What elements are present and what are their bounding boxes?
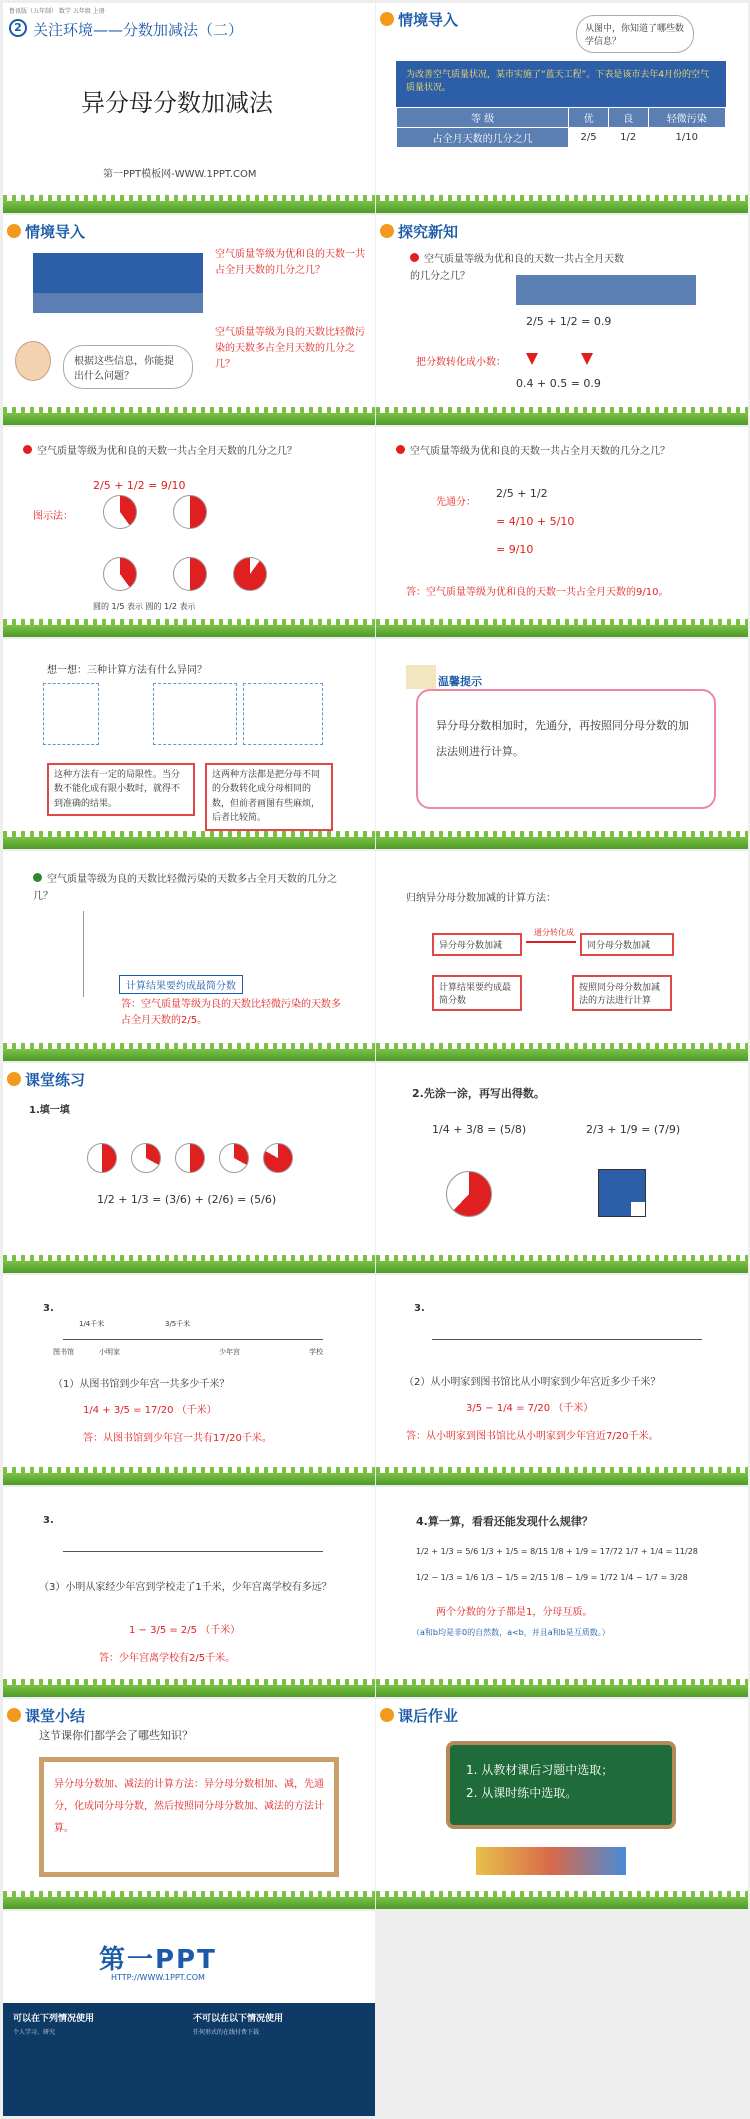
section-header: 课堂小结 — [7, 1705, 85, 1726]
equation: 2/5 + 1/2 = 9/10 — [93, 479, 186, 492]
homework-item-2: 2. 从课时练中选取。 — [466, 1785, 578, 1800]
slide-6[interactable] — [376, 427, 748, 637]
pie-four-tenths — [103, 557, 137, 591]
grass-decoration — [376, 837, 748, 849]
student-bubble: 根据这些信息，你能提出什么问题？ — [63, 345, 193, 389]
pie-one-half — [87, 1143, 117, 1173]
down-arrow-icon — [581, 353, 593, 365]
exercise-number: 3. — [414, 1303, 425, 1314]
pie-five-tenths — [173, 557, 207, 591]
summary-question: 这节课你们都学会了哪些知识？ — [39, 1729, 193, 1742]
desk-items-decoration — [476, 1847, 626, 1875]
place-library: 图书馆 — [53, 1348, 74, 1356]
flower-icon — [380, 12, 394, 26]
bullet-icon — [410, 253, 419, 262]
pen-icon — [406, 665, 436, 689]
slide-17[interactable] — [3, 1699, 375, 1909]
slide-16[interactable] — [376, 1487, 748, 1697]
slide-18[interactable] — [376, 1699, 748, 1909]
slide-9[interactable] — [3, 851, 375, 1061]
answer: 答：少年宫离学校有2/5千米。 — [99, 1653, 236, 1664]
allowed-use-title: 可以在下列情况使用 — [13, 2014, 95, 2024]
method-label: 先通分： — [436, 497, 476, 508]
method-label: 把分数转化成小数： — [416, 357, 506, 368]
grid-seven-ninths — [598, 1169, 646, 1217]
bullet-icon — [33, 873, 42, 882]
series-label: 鲁讯版（五年制） 数学 五年级 上册 — [9, 8, 105, 15]
slide-7[interactable] — [3, 639, 375, 849]
question-2: 空气质量等级为良的天数比轻微污染的天数多占全月天数的几分之几？ — [215, 327, 365, 370]
grass-decoration — [3, 625, 375, 637]
section-header: 探究新知 — [380, 221, 458, 242]
website-label: 第一PPT模板网-WWW.1PPT.COM — [103, 169, 257, 180]
question: 空气质量等级为优和良的天数一共占全月天数的几分之几？ — [23, 443, 353, 460]
chalkboard — [446, 1741, 676, 1829]
answer: 答：空气质量等级为良的天数比轻微污染的天数多占全月天数的2/5。 — [121, 999, 341, 1026]
tip-box: 异分母分数相加时，先通分，再按照同分母分数的加法法则进行计算。 — [416, 689, 716, 809]
slide-8[interactable] — [376, 639, 748, 849]
prohibited-use-text: 任何形式的在线付费下载 — [193, 2029, 260, 2036]
prohibited-use-title: 不可以在以下情况使用 — [193, 2014, 284, 2024]
grass-decoration — [3, 201, 375, 213]
grass-decoration — [376, 201, 748, 213]
speech-bubble: 从图中，你知道了哪些数学信息？ — [576, 15, 694, 53]
pie-one-half — [173, 495, 207, 529]
exercise-number: 3. — [43, 1303, 54, 1314]
unit-number: 2 — [9, 19, 27, 37]
same-denominator-box: 同分母分数加减 — [580, 933, 674, 956]
comment-box-2: 这两种方法都是把分母不同的分数转化成分母相同的数，但前者画图有些麻烦，后者比较简。 — [205, 763, 333, 831]
subtraction-column — [83, 911, 113, 997]
air-quality-table: 等 级 优 良 轻微污染 占全月天数的几分之几 2/5 1/2 1/10 — [396, 107, 726, 148]
slide-10[interactable] — [376, 851, 748, 1061]
pie-five-sixths — [263, 1143, 293, 1173]
question: （1）从图书馆到少年宫一共多少千米？ — [53, 1379, 230, 1390]
summary-title: 归纳异分母分数加减的计算方法： — [406, 893, 556, 904]
question: （2）从小明家到图书馆比从小明家到少年宫近多少千米？ — [404, 1377, 661, 1388]
grass-decoration — [3, 1897, 375, 1909]
equation: 1/4 + 3/5 = 17/20 （千米） — [83, 1405, 217, 1416]
pie-one-third — [131, 1143, 161, 1173]
slide-1[interactable] — [3, 3, 375, 213]
question: （3）小明从家经少年宫到学校走了1千米，少年宫离学校有多远？ — [39, 1582, 332, 1593]
equation-1: 1/4 + 3/8 = (5/8) — [432, 1123, 527, 1136]
homework-item-1: 1. 从教材课后习题中选取； — [466, 1763, 614, 1777]
table-thumb — [516, 275, 696, 305]
route-line — [432, 1339, 702, 1340]
grass-decoration — [376, 1473, 748, 1485]
flower-icon — [380, 224, 394, 238]
method-picture-panel — [153, 683, 237, 745]
slide-11[interactable] — [3, 1063, 375, 1273]
section-header: 情境导入 — [380, 9, 458, 30]
flower-icon — [7, 1708, 21, 1722]
pie-two-fifths — [103, 495, 137, 529]
exercise-title: 2.先涂一涂，再写出得数。 — [412, 1087, 545, 1100]
step-1: 2/5 + 1/2 — [496, 487, 548, 500]
flower-icon — [380, 1708, 394, 1722]
bullet-icon — [396, 445, 405, 454]
question-1: 空气质量等级为优和良的天数一共占全月天数的几分之几？ — [215, 249, 365, 276]
grass-decoration — [3, 1049, 375, 1061]
flower-icon — [7, 1072, 21, 1086]
pie-three-sixths — [175, 1143, 205, 1173]
answer: 答：从小明家到图书馆比从小明家到少年宫近7/20千米。 — [406, 1431, 659, 1442]
slide-12[interactable] — [376, 1063, 748, 1273]
grass-decoration — [376, 413, 748, 425]
pie-five-eighths — [446, 1171, 492, 1217]
method-label: 图示法： — [33, 511, 73, 522]
pie-caption: 圆的 1/5 表示 圆的 1/2 表示 — [93, 602, 196, 611]
step-2: = 4/10 + 5/10 — [496, 515, 575, 528]
answer: 答：空气质量等级为优和良的天数一共占全月天数的9/10。 — [406, 587, 669, 598]
exercise-number: 3. — [43, 1515, 54, 1526]
section-header: 课后作业 — [380, 1705, 458, 1726]
question: 空气质量等级为良的天数比轻微污染的天数多占全月天数的几分之几？ — [33, 874, 337, 902]
step-3: = 9/10 — [496, 543, 534, 556]
comment-box-1: 这种方法有一定的局限性。当分数不能化成有限小数时，就得不到准确的结果。 — [47, 763, 195, 816]
equation: 1/2 + 1/3 = (3/6) + (2/6) = (5/6) — [97, 1193, 277, 1206]
simplify-box: 计算结果要约成最简分数 — [432, 975, 522, 1011]
intro-banner: 为改善空气质量状况，某市实施了“蓝天工程”。下表是该市去年4月份的空气质量状况。 — [396, 61, 726, 107]
decimal-equation: 0.4 + 0.5 = 0.9 — [516, 377, 601, 390]
place-home: 小明家 — [99, 1348, 120, 1356]
flower-icon — [7, 224, 21, 238]
brand-url[interactable]: HTTP://WWW.1PPT.COM — [111, 1973, 205, 1982]
difference-row: 1/2 − 1/3 = 1/6 1/3 − 1/5 = 2/15 1/8 − 1/9 = 1/72 1/4 − 1/7 = 3/28 — [416, 1573, 688, 1582]
slide-14[interactable] — [376, 1275, 748, 1485]
student-avatar — [15, 341, 51, 381]
brand-logo: 第一PPT — [99, 1945, 217, 1975]
place-youth-palace: 少年宫 — [219, 1348, 240, 1356]
grass-decoration — [3, 1261, 375, 1273]
section-header: 情境导入 — [7, 221, 85, 242]
tip-title: 温馨提示 — [438, 675, 482, 688]
allowed-use-text: 个人学习、研究 — [13, 2029, 56, 2036]
lesson-title: 异分母分数加减法 — [81, 89, 273, 117]
grass-decoration — [3, 413, 375, 425]
section-header: 课堂练习 — [7, 1069, 85, 1090]
distance-label-2: 3/5千米 — [165, 1320, 191, 1328]
grass-decoration — [376, 625, 748, 637]
slide-5[interactable] — [3, 427, 375, 637]
method-common-denominator-panel — [243, 683, 323, 745]
distance-label-1: 1/4千米 — [79, 1320, 105, 1328]
slide-13[interactable] — [3, 1275, 375, 1485]
grass-decoration — [376, 1261, 748, 1273]
right-arrow-icon — [526, 941, 576, 943]
pie-nine-tenths — [233, 557, 267, 591]
route-line — [63, 1339, 323, 1340]
intro-banner-thumb — [33, 253, 203, 293]
route-line — [63, 1551, 323, 1552]
bullet-icon — [23, 445, 32, 454]
grass-decoration — [3, 837, 375, 849]
method-decimal-panel — [43, 683, 99, 745]
sum-row: 1/2 + 1/3 = 5/6 1/3 + 1/5 = 8/15 1/8 + 1/9 = 17/72 1/7 + 1/4 = 11/28 — [416, 1547, 698, 1556]
exercise-title: 1.填一填 — [29, 1105, 70, 1116]
question: 空气质量等级为优和良的天数一共占全月天数的几分之几？ — [396, 443, 726, 460]
equation-2: 2/3 + 1/9 = (7/9) — [586, 1123, 681, 1136]
answer: 答：从图书馆到少年宫一共有17/20千米。 — [83, 1433, 272, 1444]
simplify-note: 计算结果要约成最简分数 — [119, 975, 243, 994]
table-thumb — [33, 293, 203, 313]
equation: 2/5 + 1/2 = 0.9 — [526, 315, 612, 328]
grass-decoration — [376, 1685, 748, 1697]
slide-15[interactable] — [3, 1487, 375, 1697]
pattern-note: 两个分数的分子都是1，分母互质。 — [436, 1607, 593, 1618]
slide-4[interactable] — [376, 215, 748, 425]
equation: 3/5 − 1/4 = 7/20 （千米） — [466, 1403, 594, 1414]
summary-board: 异分母分数加、减法的计算方法：异分母分数相加、减，先通分，化成同分母分数，然后按照同分母分数加、减法的方法计算。 — [39, 1757, 339, 1877]
place-school: 学校 — [309, 1348, 323, 1356]
condition-note: （a和b均是非0的自然数，a<b，并且a和b是互质数。） — [412, 1628, 610, 1637]
grass-decoration — [3, 1685, 375, 1697]
question: 空气质量等级为优和良的天数一共占全月天数的几分之几？ — [410, 254, 624, 282]
down-arrow-icon — [526, 353, 538, 365]
grass-decoration — [376, 1897, 748, 1909]
grass-decoration — [3, 1473, 375, 1485]
different-denominator-box: 异分母分数加减 — [432, 933, 522, 956]
slide-19[interactable] — [3, 1911, 375, 2116]
grass-decoration — [376, 1049, 748, 1061]
unit-title: 关注环境——分数加减法（二） — [33, 21, 244, 39]
convert-arrow-label: 通分转化成 — [534, 928, 574, 937]
compute-box: 按照同分母分数加减法的方法进行计算 — [572, 975, 672, 1011]
pie-two-sixths — [219, 1143, 249, 1173]
question: 想一想：三种计算方法有什么异同？ — [47, 665, 207, 676]
slide-2[interactable] — [376, 3, 748, 213]
equation: 1 − 3/5 = 2/5 （千米） — [129, 1625, 241, 1636]
exercise-title: 4.算一算，看看还能发现什么规律？ — [416, 1515, 593, 1528]
slide-3[interactable] — [3, 215, 375, 425]
